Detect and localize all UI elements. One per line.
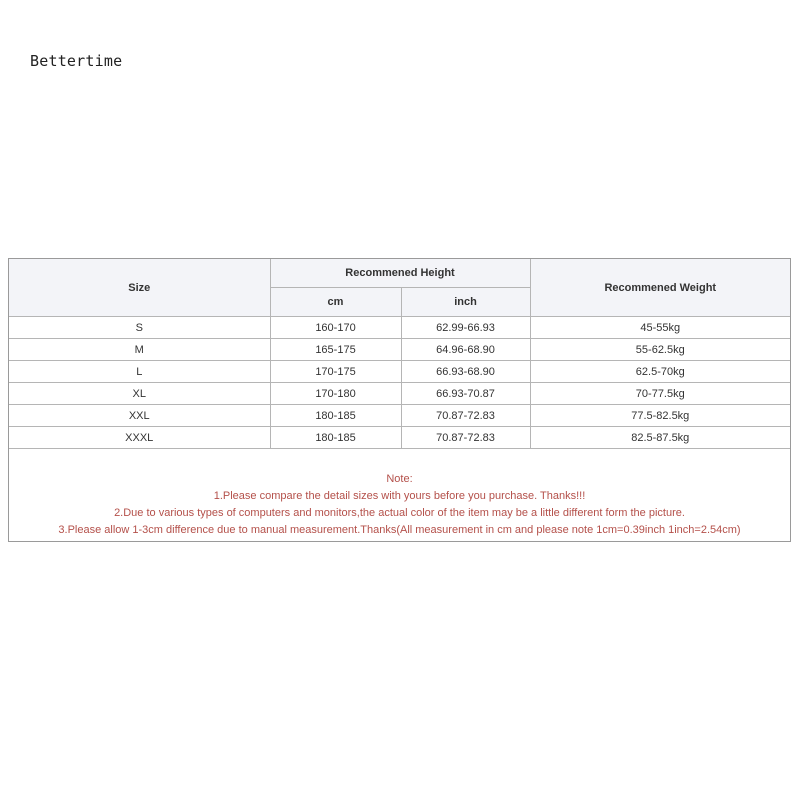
note-line-1: 1.Please compare the detail sizes with yours before you purchase. Thanks!!! bbox=[213, 490, 586, 502]
cell-cm: 170-180 bbox=[270, 383, 401, 405]
notes-section bbox=[9, 471, 790, 539]
header-size: Size bbox=[9, 259, 270, 317]
table-row bbox=[9, 339, 790, 361]
brand-name: Bettertime bbox=[30, 52, 123, 70]
cell-size: M bbox=[9, 339, 270, 361]
cell-weight: 70-77.5kg bbox=[530, 383, 790, 405]
notes-title: Note: bbox=[386, 473, 413, 485]
size-chart bbox=[8, 258, 791, 542]
cell-cm: 165-175 bbox=[270, 339, 401, 361]
table-row bbox=[9, 361, 790, 383]
cell-weight: 45-55kg bbox=[530, 317, 790, 339]
note-line-3: 3.Please allow 1-3cm difference due to manual measurement.Thanks(All measurement in cm and please note 1cm=0.39inch 1inch=2.54cm) bbox=[58, 524, 741, 536]
cell-size: S bbox=[9, 317, 270, 339]
cell-inch: 62.99-66.93 bbox=[401, 317, 530, 339]
cell-weight: 55-62.5kg bbox=[530, 339, 790, 361]
note-line-2: 2.Due to various types of computers and monitors,the actual color of the item may be a little different form the picture. bbox=[114, 507, 685, 519]
size-table bbox=[9, 259, 790, 449]
table-row bbox=[9, 427, 790, 449]
header-height: Recommened Height bbox=[270, 259, 530, 288]
header-cm: cm bbox=[270, 288, 401, 317]
cell-inch: 66.93-68.90 bbox=[401, 361, 530, 383]
cell-inch: 66.93-70.87 bbox=[401, 383, 530, 405]
cell-size: XL bbox=[9, 383, 270, 405]
cell-size: L bbox=[9, 361, 270, 383]
cell-size: XXXL bbox=[9, 427, 270, 449]
cell-weight: 62.5-70kg bbox=[530, 361, 790, 383]
header-row bbox=[9, 259, 790, 288]
table-row bbox=[9, 405, 790, 427]
cell-inch: 64.96-68.90 bbox=[401, 339, 530, 361]
table-row bbox=[9, 383, 790, 405]
cell-weight: 82.5-87.5kg bbox=[530, 427, 790, 449]
cell-cm: 170-175 bbox=[270, 361, 401, 383]
cell-cm: 160-170 bbox=[270, 317, 401, 339]
cell-weight: 77.5-82.5kg bbox=[530, 405, 790, 427]
header-weight: Recommened Weight bbox=[530, 259, 790, 317]
header-inch: inch bbox=[401, 288, 530, 317]
cell-cm: 180-185 bbox=[270, 405, 401, 427]
cell-inch: 70.87-72.83 bbox=[401, 405, 530, 427]
table-row bbox=[9, 317, 790, 339]
cell-inch: 70.87-72.83 bbox=[401, 427, 530, 449]
cell-cm: 180-185 bbox=[270, 427, 401, 449]
cell-size: XXL bbox=[9, 405, 270, 427]
